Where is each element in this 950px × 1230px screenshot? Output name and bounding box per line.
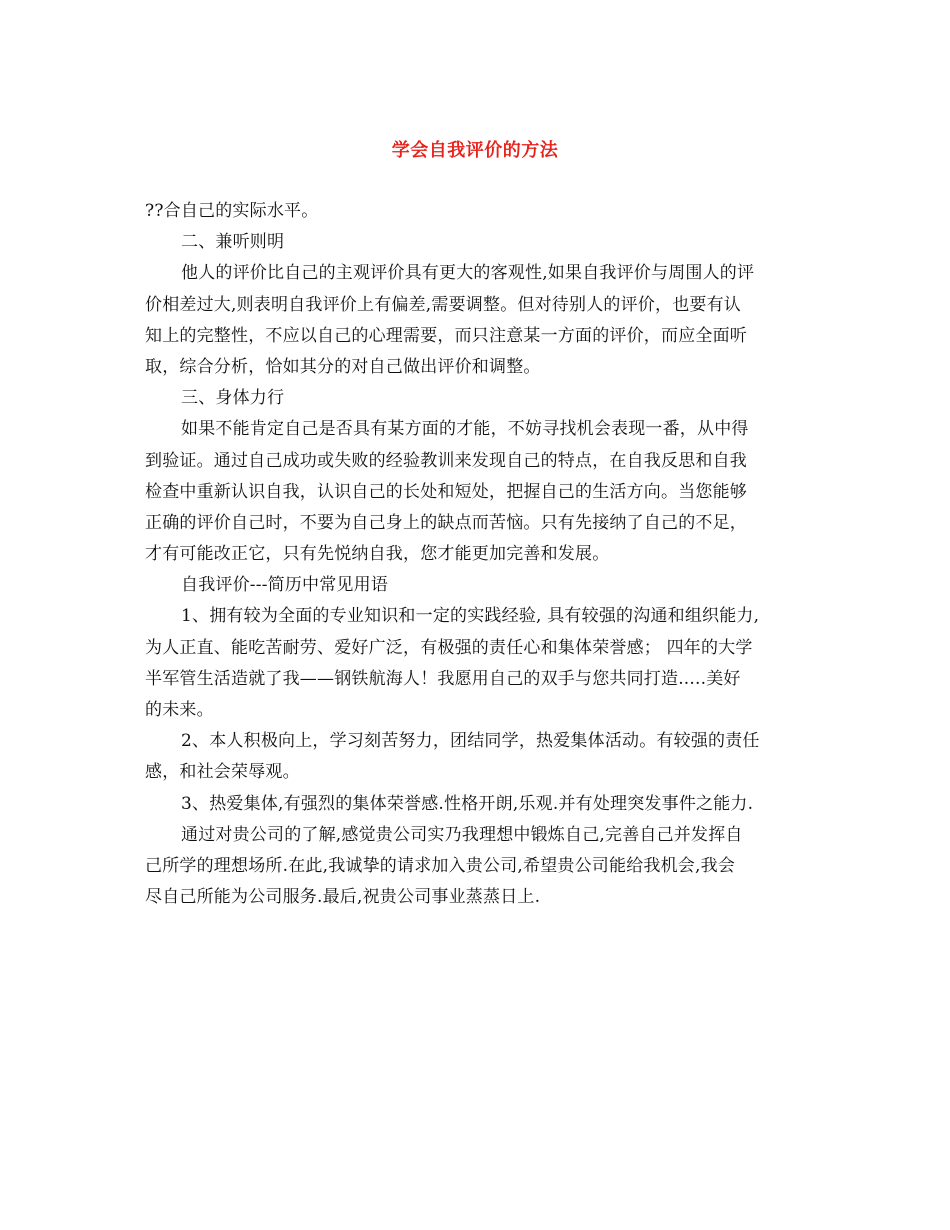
text-line: 尽自己所能为公司服务.最后,祝贵公司事业蒸蒸日上. [145,887,541,908]
text-line: 取，综合分析，恰如其分的对自己做出评价和调整。 [145,356,541,377]
text-line: 半军管生活造就了我——钢铁航海人！我愿用自己的双手与您共同打造.....美好 [145,668,741,689]
page-title: 学会自我评价的方法 [391,140,559,161]
text-line: 1、拥有较为全面的专业知识和一定的实践经验, 具有较强的沟通和组织能力, [181,606,760,627]
text-line: 他人的评价比自己的主观评价具有更大的客观性,如果自我评价与周围人的评 [181,263,755,284]
text-line: 自我评价---简历中常见用语 [181,575,389,596]
text-line: 三、身体力行 [181,388,285,409]
text-line: 价相差过大,则表明自我评价上有偏差,需要调整。但对待别人的评价，也要有认 [145,294,742,315]
text-line: 为人正直、能吃苦耐劳、爱好广泛，有极强的责任心和集体荣誉感； 四年的大学 [145,637,753,658]
text-line: 感，和社会荣辱观。 [145,762,300,783]
text-line: 到验证。通过自己成功或失败的经验教训来发现自己的特点，在自我反思和自我 [145,450,747,471]
text-line: 3、热爱集体,有强烈的集体荣誉感.性格开朗,乐观.并有处理突发事件之能力. [181,793,754,814]
text-line: 知上的完整性，不应以自己的心理需要，而只注意某一方面的评价，而应全面听 [145,325,747,346]
text-line: 己所学的理想场所.在此,我诚挚的请求加入贵公司,希望贵公司能给我机会,我会 [145,855,736,876]
text-line: 的未来。 [145,700,214,720]
text-line: ??合自己的实际水平。 [145,201,319,221]
text-line: 如果不能肯定自己是否具有某方面的才能，不妨寻找机会表现一番，从中得 [181,419,749,440]
document-body [145,196,817,913]
text-line: 检查中重新认识自我，认识自己的长处和短处，把握自己的生活方向。当您能够 [145,481,747,502]
text-line: 正确的评价自己时，不要为自己身上的缺点而苦恼。只有先接纳了自己的不足， [145,512,747,533]
text-line: 二、兼听则明 [181,232,285,253]
text-line: 2、本人积极向上，学习刻苦努力，团结同学，热爱集体活动。有较强的责任 [181,731,760,752]
text-line: 才有可能改正它，只有先悦纳自我，您才能更加完善和发展。 [145,544,610,565]
text-line: 通过对贵公司的了解,感觉贵公司实乃我理想中锻炼自己,完善自己并发挥自 [181,824,743,845]
